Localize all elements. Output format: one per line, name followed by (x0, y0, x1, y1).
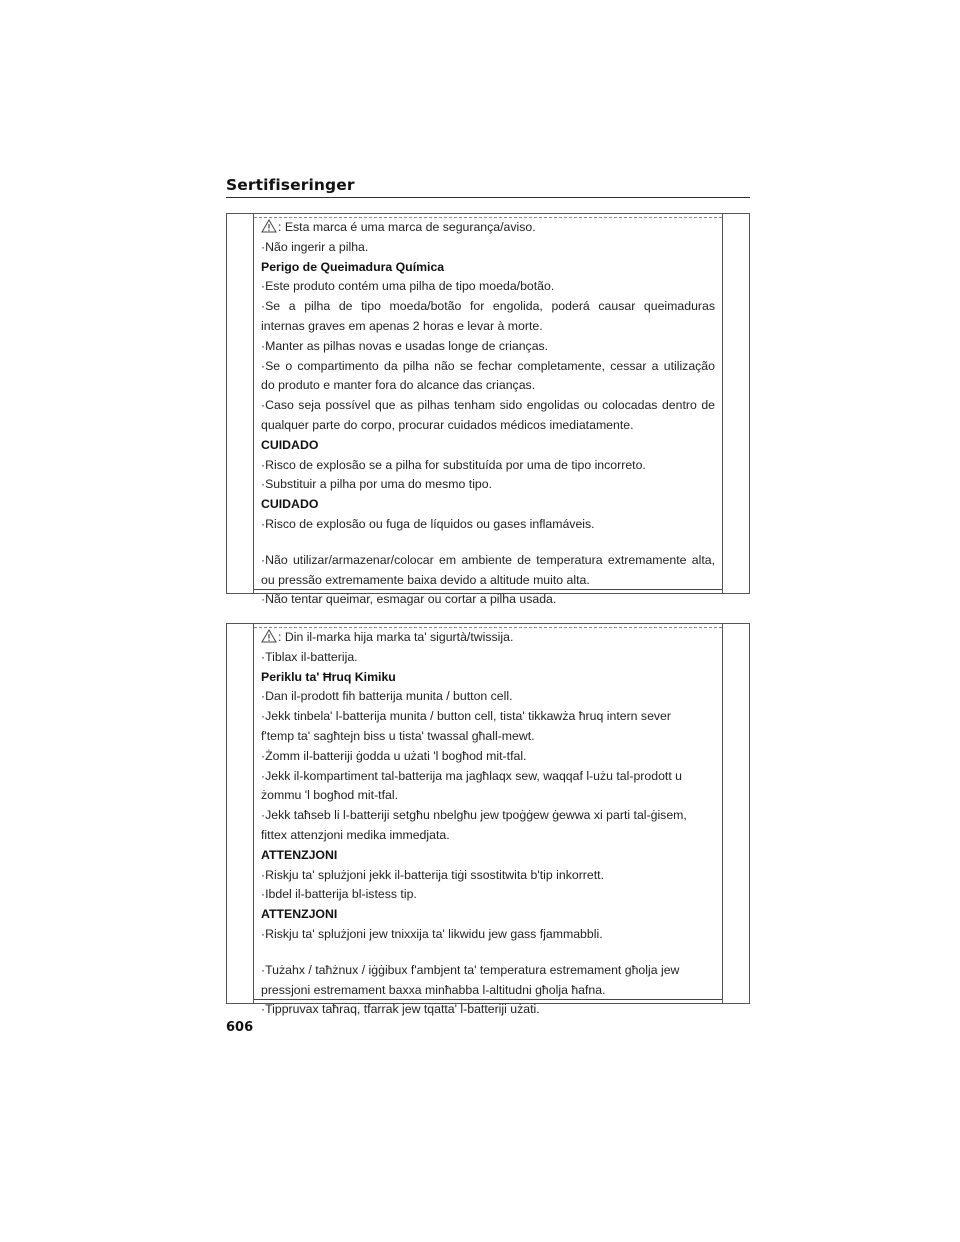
heading-line: ATTENZJONI (261, 907, 338, 922)
warning-line (261, 218, 715, 238)
heading-line: Periklu ta' Ħruq Kimiku (261, 669, 396, 684)
panel-right-rule (722, 214, 723, 593)
text-line: ·Jekk il-kompartiment tal-batterija ma jagħlaqx sew, waqqaf l-użu tal-prodott u (261, 768, 683, 783)
text-line: ·Dan il-prodott fih batterija munita / button cell. (261, 689, 513, 704)
panel-left-rule (253, 624, 254, 1003)
heading-line: CUIDADO (261, 437, 319, 452)
warning-panel-maltese (226, 623, 750, 1017)
section-title: Sertifiseringer (226, 176, 355, 194)
text-line: ·Risco de explosão se a pilha for substituída por uma de tipo incorreto. (261, 457, 646, 472)
text-line: internas graves em apenas 2 horas e levar à morte. (261, 318, 543, 333)
section-divider (226, 197, 750, 198)
text-line: ·Este produto contém uma pilha de tipo moeda/botão. (261, 279, 555, 294)
text-line: ·Risco de explosão ou fuga de líquidos ou gases inflamáveis. (261, 516, 595, 531)
warning-line (261, 628, 715, 648)
text-line: ·Se o compartimento da pilha não se fechar completamente, cessar a utilização (261, 358, 715, 373)
text-line: ·Não tentar queimar, esmagar ou cortar a pilha usada. (261, 592, 557, 607)
page-number: 606 (226, 1020, 254, 1035)
text-line: ·Tużahx / taħżnux / iġġibux f'ambjent ta' temperatura estremament għolja jew (261, 962, 680, 977)
text-line: ·Se a pilha de tipo moeda/botão for engolida, poderá causar queimaduras (261, 299, 715, 314)
text-line: ·Jekk tinbela' l-batterija munita / button cell, tista' tikkawża ħruq intern sever (261, 709, 671, 724)
panel-text (261, 218, 715, 610)
warning-panel-portuguese (226, 213, 750, 607)
warning-triangle-icon (261, 219, 277, 233)
text-line: fittex attenzjoni medika immedjata. (261, 827, 450, 842)
text-line: ·Jekk taħseb li l-batteriji setgħu nbelgħu jew tpoġġew ġewwa xi parti tal-ġisem, (261, 808, 687, 823)
text-line: ·Não utilizar/armazenar/colocar em ambiente de temperatura extremamente alta, (261, 552, 715, 567)
text-line: ·Riskju ta' splużjoni jew tnixxija ta' likwidu jew gass fjammabbli. (261, 926, 603, 941)
text-line: ·Ibdel il-batterija bl-istess tip. (261, 887, 417, 902)
text-line: ·Manter as pilhas novas e usadas longe de crianças. (261, 338, 549, 353)
text-line: ·Caso seja possível que as pilhas tenham sido engolidas ou colocadas dentro de (261, 398, 715, 413)
heading-line: CUIDADO (261, 497, 319, 512)
paragraph-gap (261, 535, 715, 551)
text-line: ·Substituir a pilha por uma do mesmo tipo. (261, 477, 493, 492)
text-line: qualquer parte do corpo, procurar cuidados médicos imediatamente. (261, 417, 634, 432)
heading-line: ATTENZJONI (261, 847, 338, 862)
text-line: ·Tippruvax taħraq, tfarrak jew tqatta' l-batteriji użati. (261, 1002, 540, 1017)
warning-triangle-icon (261, 629, 277, 643)
panel-text (261, 628, 715, 1020)
warning-text: : Din il-marka hija marka ta' sigurtà/twissija. (278, 630, 514, 644)
text-line: ·Tiblax il-batterija. (261, 649, 358, 664)
text-line: ou pressão extremamente baixa devido a altitude muito alta. (261, 572, 590, 587)
text-line: f'temp ta' sagħtejn biss u tista' twassal għall-mewt. (261, 728, 535, 743)
text-line: ·Riskju ta' splużjoni jekk il-batterija tiġi ssostitwita b'tip inkorrett. (261, 867, 604, 882)
text-line: ·Żomm il-batteriji ġodda u użati 'l bogħod mit-tfal. (261, 748, 527, 763)
text-line: do produto e manter fora do alcance das crianças. (261, 378, 536, 393)
heading-line: Perigo de Queimadura Química (261, 259, 445, 274)
paragraph-gap (261, 945, 715, 961)
text-line: pressjoni estremament baxxa minħabba l-altitudni għolja ħafna. (261, 982, 606, 997)
panel-right-rule (722, 624, 723, 1003)
text-line: ·Não ingerir a pilha. (261, 239, 369, 254)
warning-text: : Esta marca é uma marca de segurança/aviso. (278, 220, 536, 234)
text-line: żommu 'l bogħod mit-tfal. (261, 788, 398, 803)
panel-left-rule (253, 214, 254, 593)
